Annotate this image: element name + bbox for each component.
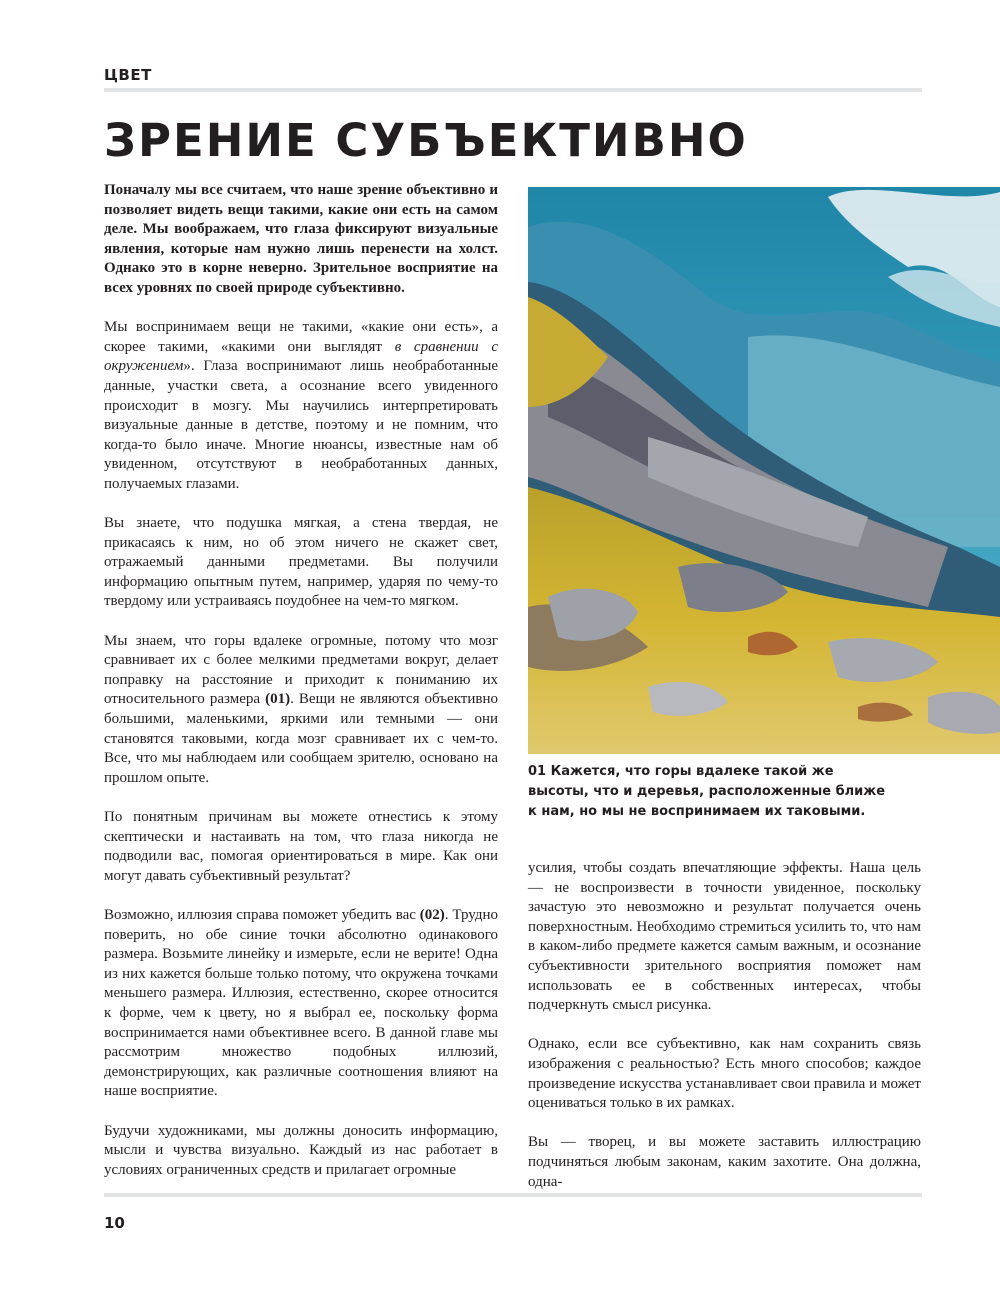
right-column — [528, 859, 921, 1212]
paragraph — [104, 906, 498, 1102]
paragraph: По понятным причинам вы можете отнестись к этому скептически и настаивать на том, что глаза никогда не подводили вас, помогая ориентироваться в мире. Как они могут давать субъективный результат? — [104, 809, 498, 884]
figure-caption-text: Кажется, что горы вдалеке такой же высоты, что и деревья, расположенные ближе к нам, но мы не воспринимаем их таковыми. — [528, 764, 886, 819]
figure-reference: (02) — [419, 906, 445, 923]
paragraph: Однако, если все субъективно, как нам сохранить связь изображения с реальностью? Есть много способов; каждое произведение искусства устанавливает свои правила и может оцениваться только в их рамках. — [528, 1036, 921, 1112]
paragraph — [104, 318, 498, 494]
paragraph: Вы знаете, что подушка мягкая, а стена твердая, не прикасаясь к ним, но об этом ничего не скажет свет, отражаемый данными предметами. Вы получили информацию опытным путем, например, ударяя по чему-то твердому или устраиваясь поудобнее на чем-то мягком. — [104, 515, 498, 610]
figure-caption — [528, 762, 888, 822]
figure-number: 01 — [528, 764, 547, 779]
text-run: Мы воспринимаем вещи не такими, «какие они есть», а скорее такими, «какими они выглядят — [104, 319, 498, 355]
left-column — [104, 181, 498, 1200]
paragraph: усилия, чтобы создать впечатляющие эффекты. Наша цель — не воспроизвести в точности увиденное, поскольку зачастую это невозможно и результат получается очень поверхностным. Необходимо стремиться усилить то, что нам в каком-либо предмете кажется самым важным, и осознание субъективности зрительного восприятия поможет нам использовать ее в собственных интересах, чтобы подчеркнуть смысл рисунка. — [528, 860, 921, 1014]
paragraph — [104, 632, 498, 789]
text-run: ». Глаза воспринимают лишь необработанные данные, участки света, а осознание всего увиденного происходит в мозгу. Мы научились интерпретировать визуальные данные в детстве, поэтому и не помним, что когда-то было иначе. Многие нюансы, известные нам об увиденном, отсутствуют в необработанных данных, получаемых глазами. — [104, 358, 498, 492]
footer-rule — [104, 1193, 922, 1197]
lead-paragraph: Поначалу мы все считаем, что наше зрение объективно и позволяет видеть вещи такими, какие они есть на самом деле. Мы воображаем, что глаза фиксируют визуальные явления, которые нам нужно лишь перенести на холст. Однако это в корне неверно. Зрительное восприятие на всех уровнях по своей природе субъективно. — [104, 182, 498, 296]
text-run: . Вещи не являются объективно большими, маленькими, яркими или темными — они становятся таковыми, когда мозг сравнивает их с чем-то. Все, что мы наблюдаем или сообщаем зрителю, основано на прошлом опыте. — [104, 691, 498, 786]
figure-reference: (01) — [265, 691, 291, 708]
header-rule — [104, 88, 922, 92]
text-run: Возможно, иллюзия справа поможет убедить вас — [104, 906, 420, 923]
page-title: ЗРЕНИЕ СУБЪЕКТИВНО — [104, 114, 748, 167]
emphasis: в сравнении с окружением — [104, 338, 498, 375]
section-label: ЦВЕТ — [104, 66, 152, 84]
paragraph: Вы — творец, и вы можете заставить иллюстрацию подчиняться любым законам, каким захотите. Она должна, одна- — [528, 1134, 921, 1190]
text-run: Мы знаем, что горы вдалеке огромные, потому что мозг сравнивает их с более мелкими предметами вокруг, делает поправку на расстояние и приходит к пониманию их относительного размера — [104, 632, 498, 708]
paragraph: Будучи художниками, мы должны доносить информацию, мысли и чувства визуально. Каждый из нас работает в условиях ограниченных средств и прилагает огромные — [104, 1122, 498, 1178]
mountain-painting — [528, 187, 1000, 754]
text-run: . Трудно поверить, но обе синие точки абсолютно одинакового размера. Возьмите линейку и измерьте, если не верите! Одна из них кажется больше только потому, что окружена точками меньшего размера. Иллюзия, естественно, скорее относится к форме, чем к цвету, но я выбрал ее, поскольку форма воспринимается нами объективнее всего. В данной главе мы рассмотрим множество подобных иллюзий, демонстрирующих, как различные соотношения влияют на наше восприятие. — [104, 906, 498, 1100]
mountain-painting-image — [528, 187, 1000, 754]
page-number: 10 — [104, 1214, 125, 1232]
